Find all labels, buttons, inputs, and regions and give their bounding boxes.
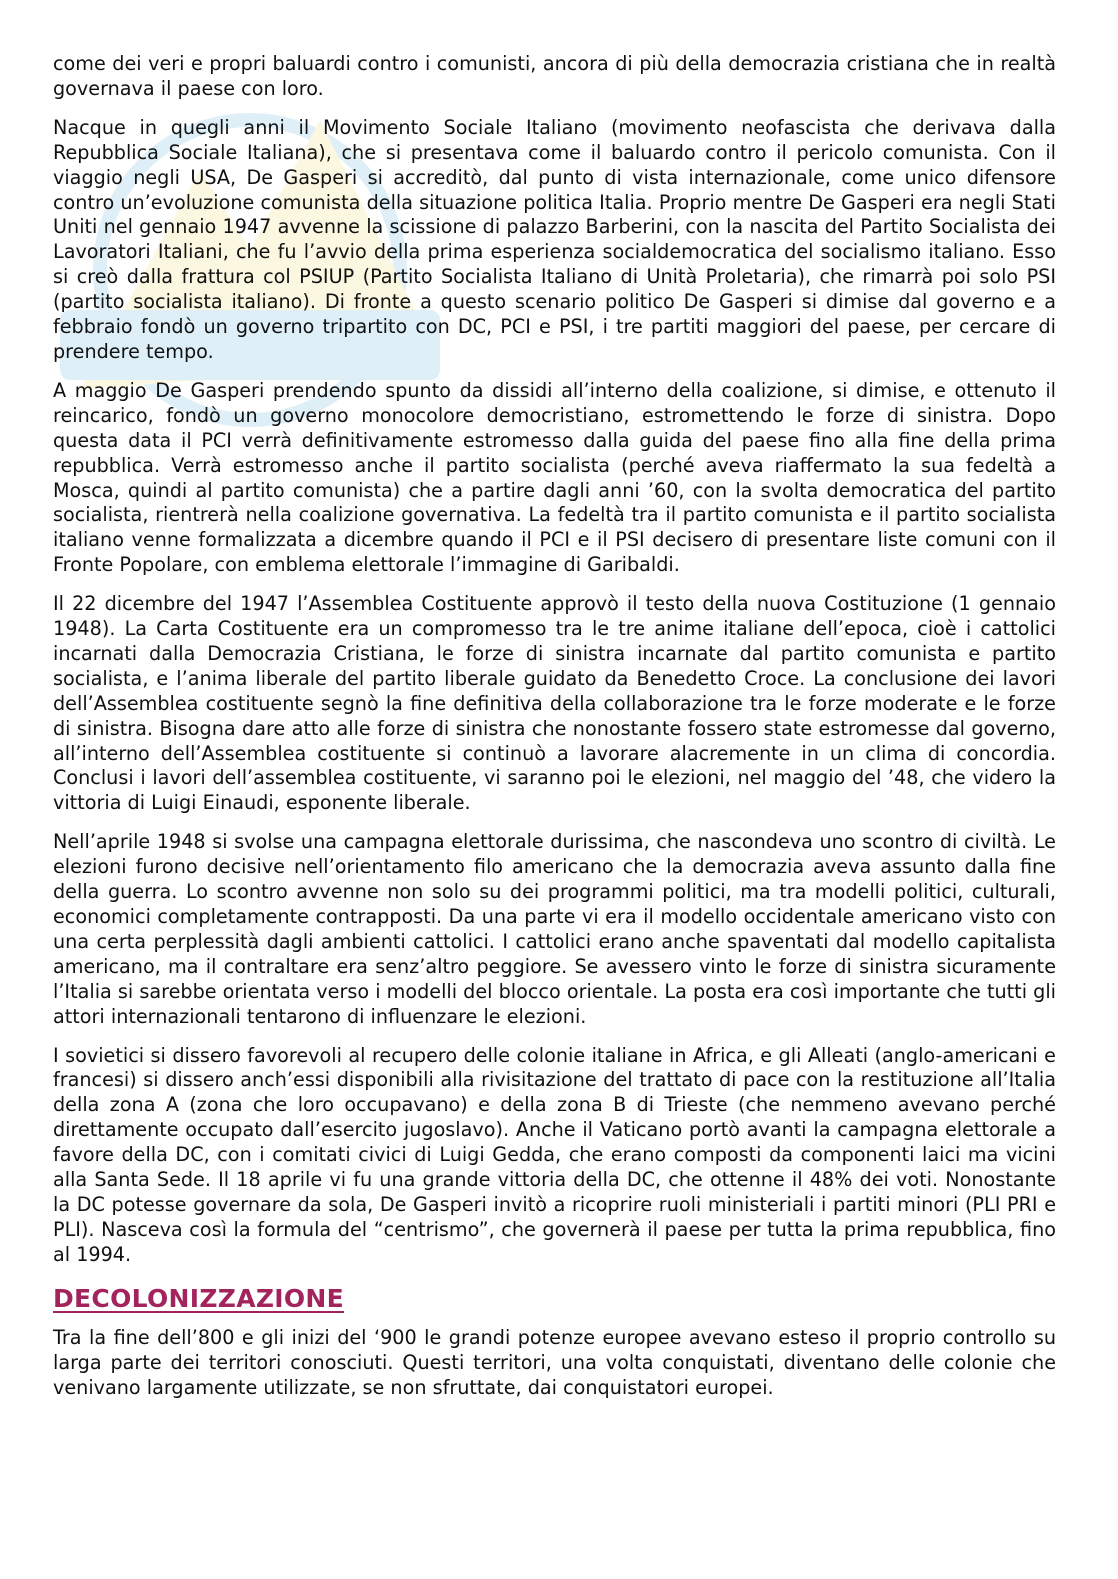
- paragraph-1: come dei veri e propri baluardi contro i comunisti, ancora di più della democrazia cristiana che in realtà governava il paese con loro.: [53, 52, 1056, 100]
- section-paragraph: Tra la fine dell’800 e gli inizi del ‘900 le grandi potenze europee avevano esteso il proprio controllo su larga parte dei territori conosciuti. Questi territori, una volta conquistati, diventano delle colonie che venivano largamente utilizzate, se non sfruttate, dai conquistatori europei.: [53, 1325, 1056, 1399]
- paragraph-3: A maggio De Gasperi prendendo spunto da dissidi all’interno della coalizione, si dimise, e ottenuto il reincarico, fondò un governo monocolore democristiano, estromettendo le forze di sinistra. Dopo questa data il PCI verrà definitivamente estromesso dalla guida del paese fino alla fine della prima repubblica. Verrà estromesso anche il partito socialista (perché aveva riaffermato la sua fedeltà a Mosca, quindi al partito comunista) che a partire dagli anni ’60, con la svolta democratica del partito socialista, rientrerà nella coalizione governativa. La fedeltà tra il partito comunista e il partito socialista italiano venne formalizzata a dicembre quando il PCI e il PSI decisero di presentare liste comuni con il Fronte Popolare, con emblema elettorale l’immagine di Garibaldi.: [53, 378, 1056, 577]
- paragraph-5: Nell’aprile 1948 si svolse una campagna elettorale durissima, che nascondeva uno scontro di civiltà. Le elezioni furono decisive nell’orientamento filo americano che la democrazia aveva assunto dalla fine della guerra. Lo scontro avvenne non solo su dei programmi politici, ma tra modelli politici, culturali, economici completamente contrapposti. Da una parte vi era il modello occidentale americano visto con una certa perplessità dagli ambienti cattolici. I cattolici erano anche spaventati dal modello capitalista americano, ma il contraltare era senz’altro peggiore. Se avessero vinto le forze di sinistra sicuramente l’Italia si sarebbe orientata verso i modelli del blocco orientale. La posta era così importante che tutti gli attori internazionali tentarono di influenzare le elezioni.: [53, 830, 1056, 1028]
- paragraph-2: Nacque in quegli anni il Movimento Sociale Italiano (movimento neofascista che derivava dalla Repubblica Sociale Italiana), che si presentava come il baluardo contro il pericolo comunista. Con il viaggio negli USA, De Gasperi si accreditò, dal punto di vista internazionale, come unico difensore contro un’evoluzione comunista della situazione politica Italia. Proprio mentre De Gasperi era negli Stati Uniti nel gennaio 1947 avvenne la scissione di palazzo Barberini, con la nascita del Partito Socialista dei Lavoratori Italiani, che fu l’avvio della prima esperienza socialdemocratica del socialismo italiano. Esso si creò dalla frattura col PSIUP (Partito Socialista Italiano di Unità Proletaria), che rimarrà poi solo PSI (partito socialista italiano). Di fronte a questo scenario politico De Gasperi si dimise dal governo e a febbraio fondò un governo tripartito con DC, PCI e PSI, i tre partiti maggiori del paese, per cercare di prendere tempo.: [53, 115, 1056, 363]
- section-heading: DECOLONIZZAZIONE: [53, 1283, 345, 1313]
- document-page: [53, 52, 1056, 1414]
- paragraph-4: Il 22 dicembre del 1947 l’Assemblea Costituente approvò il testo della nuova Costituzione (1 gennaio 1948). La Carta Costituente era un compromesso tra le tre anime italiane dell’epoca, cioè i cattolici incarnati dalla Democrazia Cristiana, le forze di sinistra incarnate dal partito comunista e partito socialista, e l’anima liberale del partito liberale guidato da Benedetto Croce. La conclusione dei lavori dell’Assemblea costituente segnò la fine definitiva della collaborazione tra le forze moderate e le forze di sinistra. Bisogna dare atto alle forze di sinistra che nonostante fossero state estromesse dal governo, all’interno dell’Assemblea costituente si continuò a lavorare alacremente in un clima di concordia. Conclusi i lavori dell’assemblea costituente, vi saranno poi le elezioni, nel maggio del ’48, che videro la vittoria di Luigi Einaudi, esponente liberale.: [53, 592, 1056, 815]
- paragraph-6: I sovietici si dissero favorevoli al recupero delle colonie italiane in Africa, e gli Alleati (anglo-americani e francesi) si dissero anch’essi disponibili alla rivisitazione del trattato di pace con la restituzione all’Italia della zona A (zona che loro occupavano) e della zona B di Trieste (che nemmeno avevano perché direttamente occupato dall’esercito jugoslavo). Anche il Vaticano portò avanti la campagna elettorale a favore della DC, con i comitati civici di Luigi Gedda, che erano composti da componenti laici ma vicini alla Santa Sede. Il 18 aprile vi fu una grande vittoria della DC, che ottenne il 48% dei voti. Nonostante la DC potesse governare da sola, De Gasperi invitò a ricoprire ruoli ministeriali i partiti minori (PLI PRI e PLI). Nasceva così la formula del “centrismo”, che governerà il paese per tutta la prima repubblica, fino al 1994.: [53, 1043, 1056, 1266]
